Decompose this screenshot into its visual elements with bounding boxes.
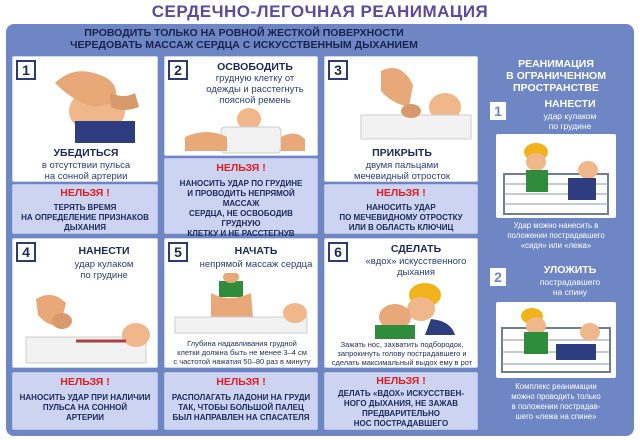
step-6-number: 6 bbox=[328, 242, 348, 262]
step-2-card bbox=[164, 56, 318, 156]
step-5-title: НАЧАТЬ bbox=[234, 245, 278, 257]
rescue-breath-illustration bbox=[355, 279, 465, 339]
warning-4 bbox=[12, 372, 158, 430]
side-step-2-number: 2 bbox=[488, 266, 508, 288]
side-step-1-note-3: «сидя» или «лежа» bbox=[520, 241, 592, 250]
header-instructions bbox=[10, 27, 478, 53]
cover-process-illustration bbox=[351, 61, 477, 143]
step-2-sub-3: поясной ремень bbox=[219, 95, 291, 106]
warning-5 bbox=[164, 372, 318, 430]
warning-3-label: НЕЛЬЗЯ ! bbox=[376, 187, 426, 199]
side-step-1-number: 1 bbox=[488, 100, 508, 122]
side-step-1-note-2: положении пострадавшего bbox=[507, 231, 605, 240]
step-1-number: 1 bbox=[16, 60, 36, 80]
step-3-sub-1: двумя пальцами bbox=[365, 160, 439, 171]
warning-2-line-4: КЛЕТКУ И НЕ РАССТЕГНУВ bbox=[187, 229, 295, 238]
step-5-card bbox=[164, 238, 318, 368]
warning-6 bbox=[324, 372, 478, 430]
step-2-number: 2 bbox=[168, 60, 188, 80]
side-step-2-note-2: можно проводить только bbox=[511, 392, 601, 401]
header-line-2: ЧЕРЕДОВАТЬ МАССАЖ СЕРДЦА С ИСКУССТВЕННЫМ ДЫХАНИЕМ bbox=[70, 39, 418, 51]
warning-3-line-2: ПО МЕЧЕВИДНОМУ ОТРОСТКУ bbox=[339, 213, 463, 222]
warning-4-label: НЕЛЬЗЯ ! bbox=[60, 376, 110, 388]
step-1-sub-1: в отсутствии пульса bbox=[41, 160, 131, 171]
step-2-sub-2: одежды и расстегнуть bbox=[206, 84, 304, 95]
step-1-title: УБЕДИТЬСЯ bbox=[53, 147, 119, 159]
loosen-clothes-illustration bbox=[177, 107, 307, 155]
side-step-1-sub-1: удар кулаком bbox=[543, 111, 597, 121]
step-3-number: 3 bbox=[328, 60, 348, 80]
step-4-sub-2: по грудине bbox=[80, 270, 128, 281]
side-heading-line-3: ПРОСТРАНСТВЕ bbox=[513, 82, 599, 94]
step-4-number: 4 bbox=[16, 242, 36, 262]
step-5-sub-1: непрямой массаж сердца bbox=[199, 259, 313, 270]
warning-5-line-3: БЫЛ НАПРАВЛЕН НА СПАСАТЕЛЯ bbox=[172, 413, 310, 422]
side-heading bbox=[484, 58, 628, 94]
step-4-card bbox=[12, 238, 158, 368]
step-5-number: 5 bbox=[168, 242, 188, 262]
warning-1-line-2: НА ОПРЕДЕЛЕНИЕ ПРИЗНАКОВ bbox=[21, 213, 149, 222]
warning-6-line-4: НОС ПОСТРАДАВШЕГО bbox=[353, 419, 449, 428]
side-step-2-title: УЛОЖИТЬ bbox=[543, 264, 597, 276]
side-column bbox=[484, 54, 628, 428]
side-step-1-title: НАНЕСТИ bbox=[544, 98, 596, 110]
warning-6-text bbox=[329, 389, 473, 429]
warning-5-line-2: ТАК, ЧТОБЫ БОЛЬШОЙ ПАЛЕЦ bbox=[178, 403, 304, 412]
side-heading-line-1: РЕАНИМАЦИЯ bbox=[518, 58, 594, 70]
punch-illustration bbox=[16, 285, 156, 365]
warning-1-line-1: ТЕРЯТЬ ВРЕМЯ bbox=[53, 203, 117, 212]
side-step-1-note-1: Удар можно нанесить в bbox=[513, 221, 599, 230]
warning-6-line-2: НОГО ДЫХАНИЯ, НЕ ЗАЖАВ bbox=[343, 399, 459, 408]
side-step-1-sub-2: по грудине bbox=[548, 121, 592, 131]
warning-1-line-3: ДЫХАНИЯ bbox=[64, 223, 106, 232]
side-step-2-sub-2: на спину bbox=[552, 287, 588, 297]
warning-2 bbox=[164, 158, 318, 238]
header-line-1: ПРОВОДИТЬ ТОЛЬКО НА РОВНОЙ ЖЕСТКОЙ ПОВЕРХНОСТИ bbox=[84, 27, 404, 39]
warning-1-text bbox=[17, 203, 153, 233]
warning-4-line-3: АРТЕРИИ bbox=[65, 413, 105, 422]
warning-6-label: НЕЛЬЗЯ ! bbox=[376, 375, 426, 387]
warning-2-label: НЕЛЬЗЯ ! bbox=[216, 162, 266, 174]
step-3-sub-2: мечевидный отросток bbox=[353, 171, 451, 182]
warning-3-text bbox=[329, 203, 473, 233]
chest-compression-illustration bbox=[171, 273, 311, 335]
warning-2-line-3: СЕРДЦА, НЕ ОСВОБОДИВ ГРУДНУЮ bbox=[189, 209, 293, 228]
warning-3-line-3: ИЛИ В ОБЛАСТЬ КЛЮЧИЦ bbox=[348, 223, 454, 232]
step-6-note-1: Зажать нос, захватить подбородок, bbox=[340, 340, 464, 349]
side-step-2-note-3: в положении пострадав- bbox=[511, 402, 601, 411]
step-6-card bbox=[324, 238, 478, 368]
page-title: СЕРДЕЧНО-ЛЕГОЧНАЯ РЕАНИМАЦИЯ bbox=[151, 2, 489, 21]
step-2-title: ОСВОБОДИТЬ bbox=[217, 61, 293, 73]
warning-5-label: НЕЛЬЗЯ ! bbox=[216, 376, 266, 388]
warning-5-line-1: РАСПОЛАГАТЬ ЛАДОНИ НА ГРУДИ bbox=[171, 393, 311, 402]
step-2-sub-1: грудную клетку от bbox=[215, 73, 295, 84]
side-step-2-sub-1: пострадавшего bbox=[539, 277, 601, 287]
step-4-sub-1: удар кулаком bbox=[74, 259, 134, 270]
warning-2-line-1: НАНОСИТЬ УДАР ПО ГРУДИНЕ bbox=[179, 179, 303, 188]
step-3-title: ПРИКРЫТЬ bbox=[372, 147, 432, 159]
confined-space-lay-illustration bbox=[496, 302, 616, 378]
warning-2-line-2: И ПРОВОДИТЬ НЕПРЯМОЙ МАССАЖ bbox=[187, 189, 295, 208]
warning-4-line-2: ПУЛЬСА НА СОННОЙ bbox=[42, 403, 128, 412]
confined-space-punch-illustration bbox=[496, 134, 616, 218]
check-pulse-illustration bbox=[35, 63, 155, 143]
step-6-title: СДЕЛАТЬ bbox=[390, 243, 442, 255]
step-5-note-3: с частотой нажатия 50–80 раз в минуту bbox=[173, 357, 311, 366]
side-heading-line-2: В ОГРАНИЧЕННОМ bbox=[506, 70, 606, 82]
step-6-sub-2: дыхания bbox=[397, 267, 435, 278]
side-step-2-note-1: Комплекс реанимации bbox=[515, 382, 597, 391]
warning-5-text bbox=[169, 393, 313, 423]
step-5-note-2: клетки должна быть не менее 3–4 см bbox=[177, 348, 307, 357]
warning-4-text bbox=[17, 393, 153, 423]
warning-3 bbox=[324, 184, 478, 234]
warning-1-label: НЕЛЬЗЯ ! bbox=[60, 187, 110, 199]
warning-4-line-1: НАНОСИТЬ УДАР ПРИ НАЛИЧИИ bbox=[19, 393, 151, 402]
side-step-2-image bbox=[496, 302, 616, 378]
step-1-sub-2: на сонной артерии bbox=[44, 171, 128, 182]
warning-3-line-1: НАНОСИТЬ УДАР bbox=[366, 203, 436, 212]
step-4-title: НАНЕСТИ bbox=[78, 245, 130, 257]
warning-6-line-3: ПРЕДВАРИТЕЛЬНО bbox=[362, 409, 440, 418]
step-3-card bbox=[324, 56, 478, 182]
step-6-note-3: сделать максимальный выдох ему в рот bbox=[331, 358, 473, 367]
step-5-note-1: Глубина надавливания грудной bbox=[187, 339, 297, 348]
step-6-sub-1: «вдох» искусственного bbox=[365, 256, 467, 267]
step-1-card bbox=[12, 56, 158, 182]
step-6-note-2: запрокинуть голову пострадавшего и bbox=[337, 349, 467, 358]
warning-6-line-1: ДЕЛАТЬ «ВДОХ» ИСКУССТВЕН- bbox=[337, 389, 464, 398]
side-step-2-note-4: шего «лежа на спине» bbox=[515, 412, 597, 421]
side-step-1-image bbox=[496, 134, 616, 218]
warning-1 bbox=[12, 184, 158, 234]
